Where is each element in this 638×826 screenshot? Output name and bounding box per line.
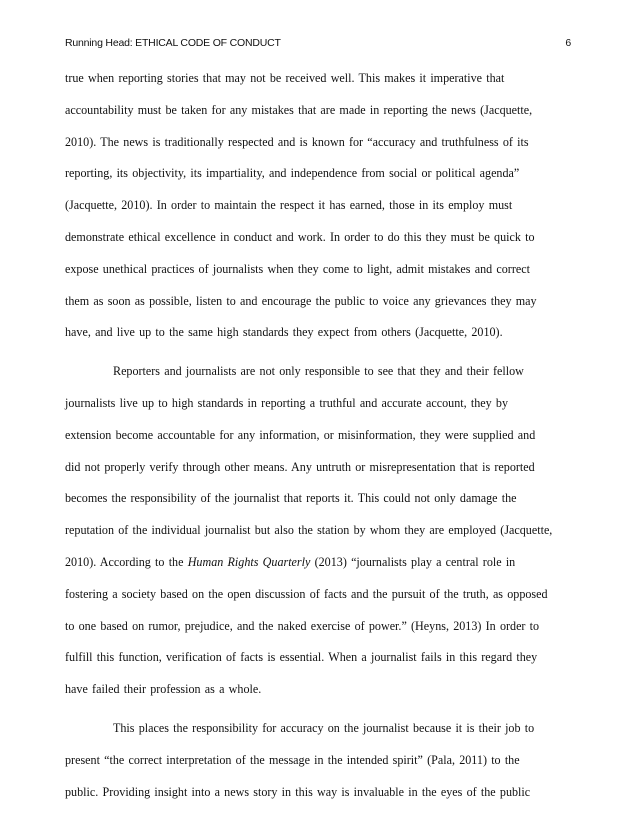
text-line: true when reporting stories that may not be received well. This makes it imperative that bbox=[65, 71, 505, 85]
text-line: (Jacquette, 2010). In order to maintain the respect it has earned, those in its employ must bbox=[65, 198, 513, 213]
text-line: to one based on rumor, prejudice, and the naked exercise of power.” (Heyns, 2013) In order to bbox=[65, 618, 540, 633]
text-line: 2010). According to the Human Rights Quarterly (2013) “journalists play a central role in bbox=[65, 554, 516, 569]
publication-title: Human Rights Quarterly bbox=[187, 554, 311, 569]
running-head: Running Head: ETHICAL CODE OF CONDUCT bbox=[65, 37, 281, 49]
paragraph bbox=[65, 720, 575, 815]
paragraph bbox=[65, 363, 575, 713]
text-line: extension become accountable for any information, or misinformation, they were supplied and bbox=[65, 427, 536, 442]
text-line: present “the correct interpretation of the message in the intended spirit” (Pala, 2011) to the bbox=[65, 752, 520, 767]
paragraph bbox=[65, 70, 575, 356]
text-line: reputation of the individual journalist but also the station by whom they are employed (Jacquette, bbox=[65, 523, 553, 538]
text-line: accountability must be taken for any mistakes that are made in reporting the news (Jacquette, bbox=[65, 102, 533, 117]
text-line: fostering a society based on the open discussion of facts and the pursuit of the truth, as opposed bbox=[65, 586, 548, 601]
text-line: them as soon as possible, listen to and encourage the public to voice any grievances they may bbox=[65, 293, 537, 308]
text-line: This places the responsibility for accuracy on the journalist because it is their job to bbox=[113, 720, 535, 735]
text-line: expose unethical practices of journalists when they come to light, admit mistakes and correct bbox=[65, 261, 530, 276]
text-line: reporting, its objectivity, its impartiality, and independence from social or political agenda” bbox=[65, 166, 520, 181]
text-line: public. Providing insight into a news story in this way is invaluable in the eyes of the public bbox=[65, 784, 531, 799]
page-header bbox=[65, 37, 571, 53]
text-line: fulfill this function, verification of facts is essential. When a journalist fails in this regard they bbox=[65, 650, 538, 665]
text-line: Reporters and journalists are not only responsible to see that they and their fellow bbox=[113, 364, 524, 379]
text-line: journalists live up to high standards in reporting a truthful and accurate account, they by bbox=[65, 395, 508, 410]
document-body bbox=[65, 70, 575, 815]
text-line: have failed their profession as a whole. bbox=[65, 682, 262, 697]
text-line: did not properly verify through other means. Any untruth or misrepresentation that is reported bbox=[65, 459, 535, 474]
text-line: 2010). The news is traditionally respected and is known for “accuracy and truthfulness of its bbox=[65, 134, 529, 149]
text-line: becomes the responsibility of the journalist that reports it. This could not only damage the bbox=[65, 491, 517, 506]
text-line: have, and live up to the same high standards they expect from others (Jacquette, 2010). bbox=[65, 325, 503, 340]
page-number: 6 bbox=[565, 37, 571, 49]
text-line: demonstrate ethical excellence in conduct and work. In order to do this they must be quick to bbox=[65, 229, 535, 244]
